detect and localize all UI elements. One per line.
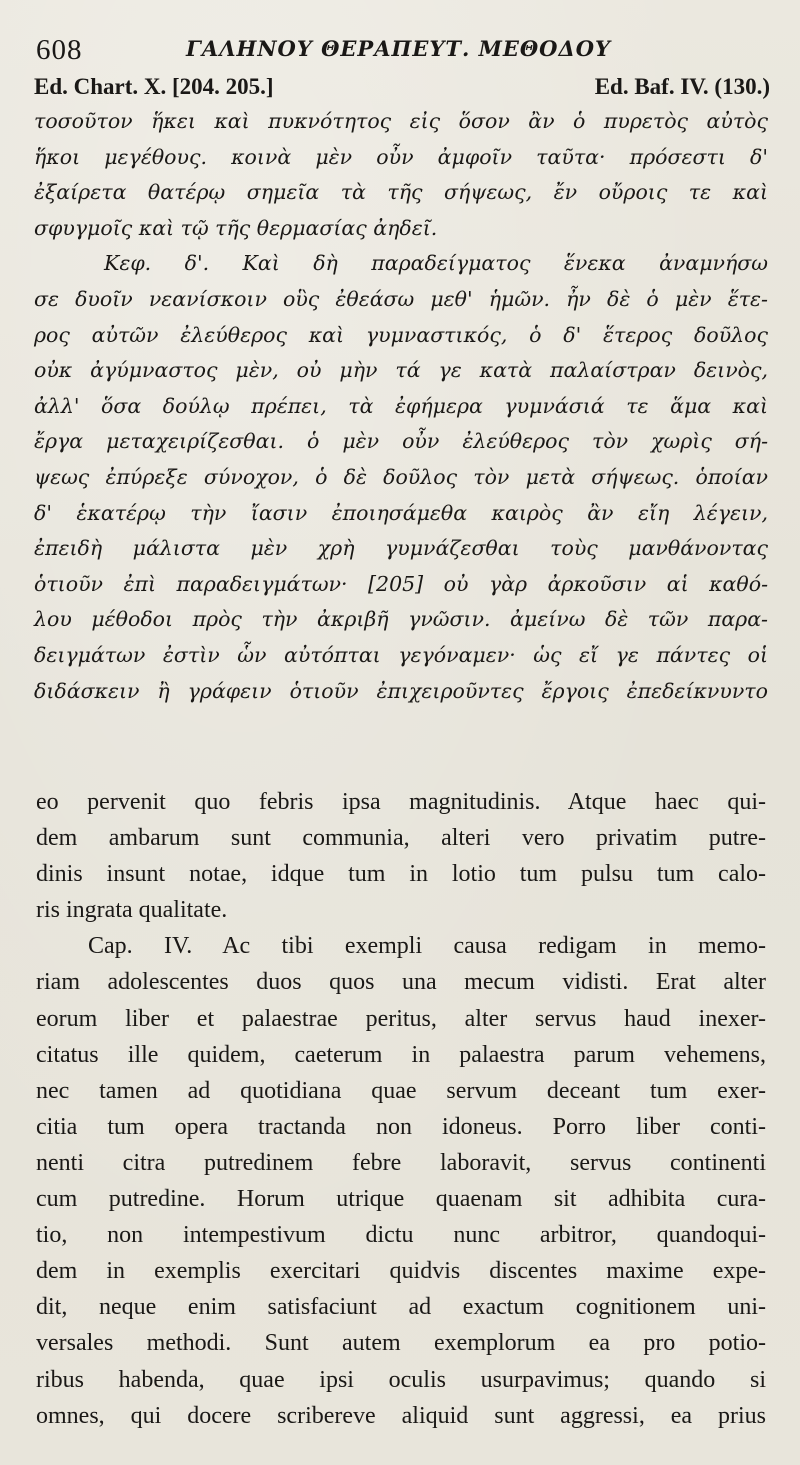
greek-chapter-heading-line: Κεφ. δ'. Καὶ δὴ παραδείγματος ἕνεκα ἀναμνήσω [104,251,768,276]
greek-line: ὁτιοῦν ἐπὶ παραδειγμάτων· [205] οὐ γὰρ ἀρκοῦσιν αἱ καθό- [34,571,768,596]
greek-line: τοσοῦτον ἥκει καὶ πυκνότητος εἰς ὅσον ἂν ὁ πυρετὸς αὐτὸς [34,109,768,133]
latin-line: dinis insunt notae, idque tum in lotio tum pulsu tum calo- [36,861,766,888]
greek-line: ἥκοι μεγέθους. κοινὰ μὲν οὖν ἀμφοῖν ταῦτα· πρόσεστι δ' [34,144,768,169]
greek-line: διδάσκειν ἢ γράφειν ὁτιοῦν ἐπιχειροῦντες ἔργοις ἐπεδείκνυντο [34,678,768,703]
latin-line: ris ingrata qualitate. [36,897,228,924]
latin-line: eo pervenit quo febris ipsa magnitudinis. Atque haec qui- [36,789,766,815]
greek-line: οὐκ ἀγύμναστος μὲν, οὐ μὴν τά γε κατὰ παλαίστραν δεινὸς, [34,358,768,383]
running-title: ΓΑΛΗΝΟΥ ΘΕΡΑΠΕΥΤ. ΜΕΘΟΔΟΥ [186,36,612,61]
greek-line: ἀλλ' ὅσα δούλῳ πρέπει, τὰ ἐφήμερα γυμνάσιά τε ἅμα καὶ [34,393,768,418]
page-number: 608 [36,34,83,66]
latin-chapter-heading-line: Cap. IV. Ac tibi exempli causa redigam in memo- [88,933,766,960]
greek-line: ἔργα μεταχειρίζεσθαι. ὁ μὲν οὖν ἐλεύθερος τὸν χωρὶς σή- [34,429,768,454]
latin-line: citatus ille quidem, caeterum in palaestra parum vehemens, [36,1041,766,1068]
edition-reference-right: Ed. Baf. IV. (130.) [594,74,770,99]
latin-line: nec tamen ad quotidiana quae servum deceant tum exer- [36,1077,766,1104]
latin-line: versales methodi. Sunt autem exemplorum ea pro potio- [36,1330,766,1357]
latin-line: tio, non intempestivum dictu nunc arbitror, quandoqui- [36,1222,766,1249]
latin-text-block [36,784,766,1434]
greek-line: ἐξαίρετα θατέρῳ σημεῖα τὰ τῆς σήψεως, ἔν οὔροις τε καὶ [34,180,768,205]
running-head [36,34,776,70]
greek-line: σφυγμοῖς καὶ τῷ τῆς θερμασίας ἀηδεῖ. [34,215,438,240]
latin-line: nenti citra putredinem febre laboravit, servus continenti [36,1149,766,1176]
edition-reference-left: Ed. Chart. X. [204. 205.] [34,74,274,99]
latin-line: eorum liber et palaestrae peritus, alter servus haud inexer- [36,1005,766,1032]
latin-line: dem in exemplis exercitari quidvis discentes maxime expe- [36,1258,766,1285]
latin-line: riam adolescentes duos quos una mecum vidisti. Erat alter [36,969,766,996]
greek-line: δ' ἑκατέρῳ τὴν ἴασιν ἐποιησάμεθα καιρὸς ἂν εἴη λέγειν, [34,500,768,525]
latin-line: ribus habenda, quae ipsi oculis usurpavimus; quando si [36,1366,766,1393]
greek-line: σε δυοῖν νεανίσκοιν οὓς ἐθεάσω μεθ' ἡμῶν. ἦν δὲ ὁ μὲν ἕτε- [34,286,768,311]
greek-line: ρος αὐτῶν ἐλεύθερος καὶ γυμναστικός, ὁ δ' ἕτερος δοῦλος [34,322,768,347]
latin-line: citia tum opera tractanda non idoneus. Porro liber conti- [36,1113,766,1140]
greek-text-block [34,104,768,709]
latin-line: omnes, qui docere scribereve aliquid sunt aggressi, ea prius [36,1402,766,1429]
greek-line: δειγμάτων ἐστὶν ὧν αὐτόπται γεγόναμεν· ὡς εἴ γε πάντες οἱ [34,642,768,667]
edition-line [34,74,770,104]
latin-line: dit, neque enim satisfaciunt ad exactum cognitionem uni- [36,1294,766,1321]
greek-line: λου μέθοδοι πρὸς τὴν ἀκριβῆ γνῶσιν. ἀμείνω δὲ τῶν παρα- [34,607,768,632]
latin-line: cum putredine. Horum utrique quaenam sit adhibita cura- [36,1186,766,1213]
greek-line: ψεως ἐπύρεξε σύνοχον, ὁ δὲ δοῦλος τὸν μετὰ σήψεως. ὁποίαν [34,464,768,489]
latin-line: dem ambarum sunt communia, alteri vero privatim putre- [36,825,766,852]
greek-line: ἐπειδὴ μάλιστα μὲν χρὴ γυμνάζεσθαι τοὺς μανθάνοντας [34,536,768,561]
